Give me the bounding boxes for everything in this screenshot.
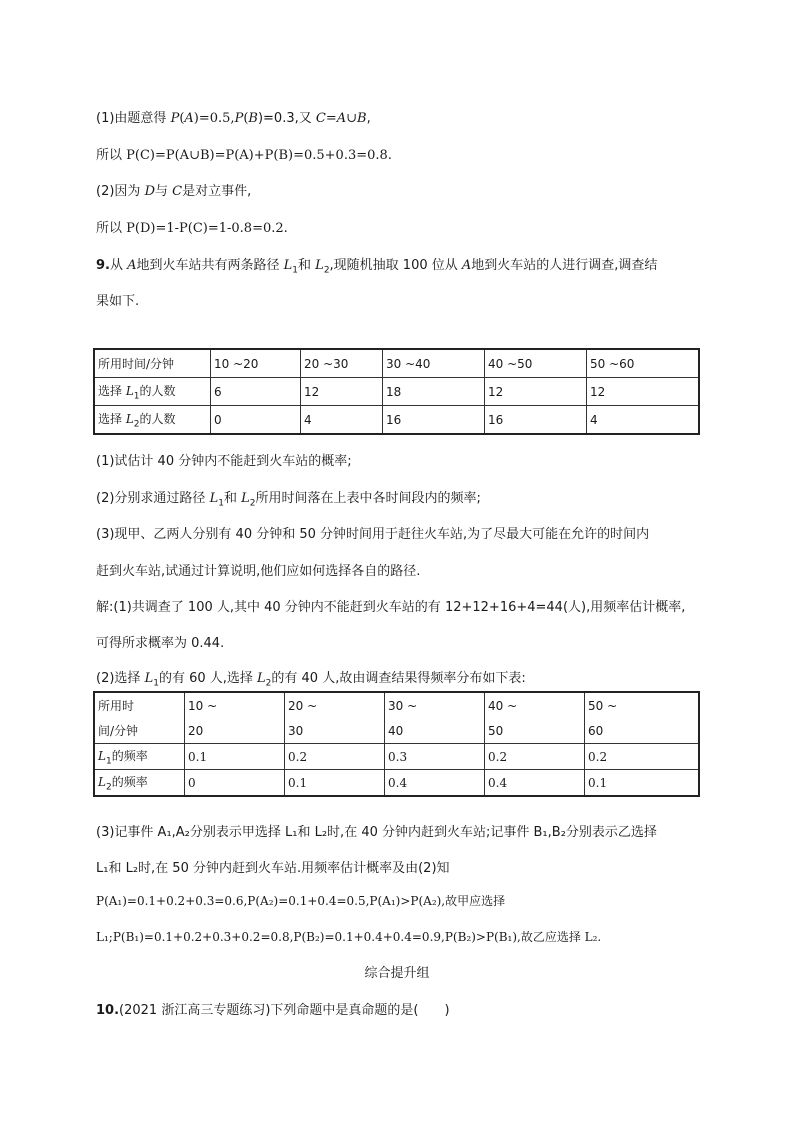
table-cell: 4 <box>587 406 700 435</box>
table-cell: 0.2 <box>485 744 585 770</box>
table-cell: 0 <box>185 770 285 797</box>
question-9-line-1: 9.从 A地到火车站共有两条路径 $L_1$和 $L_2$,现随机抽取 100 位从 A地到火车站的人进行调查,调查结 <box>96 258 658 276</box>
table-cell: 12 <box>301 378 383 406</box>
table-cell: 20 ~30 <box>301 349 383 378</box>
answer-3-line-1: (3)记事件 A₁,A₂分别表示甲选择 L₁和 L₂时,在 40 分钟内赶到火车站;记事件 B₁,B₂分别表示乙选择 <box>96 825 657 840</box>
table-cell: 4 <box>301 406 383 435</box>
table-cell: 50 ~ <box>585 692 700 718</box>
table-row <box>94 406 699 435</box>
table-cell: $L_2$的频率 <box>94 770 185 797</box>
table-cell: 16 <box>383 406 485 435</box>
table-row <box>94 744 699 770</box>
table-cell: 0.2 <box>585 744 700 770</box>
table-cell: 50 ~60 <box>587 349 700 378</box>
table-cell: 0 <box>211 406 301 435</box>
table-cell: 30 ~40 <box>383 349 485 378</box>
question-9-line-2: 果如下. <box>96 294 140 309</box>
table-cell: 0.4 <box>485 770 585 797</box>
solution-line-4: 所以 P(D)=1-P(C)=1-0.8=0.2. <box>96 221 288 236</box>
table-cell: 6 <box>211 378 301 406</box>
table-cell: 选择 $L_2$的人数 <box>94 406 211 435</box>
table-cell: $L_1$的频率 <box>94 744 185 770</box>
sub-question-2: (2)分别求通过路径 $L_1$和 $L_2$所用时间落在上表中各时间段内的频率; <box>96 491 481 509</box>
table-cell: 20 ~ <box>285 692 385 718</box>
table-cell: 60 <box>585 718 700 744</box>
table-cell: 30 <box>285 718 385 744</box>
table-cell: 0.1 <box>585 770 700 797</box>
answer-3-line-3: P(A₁)=0.1+0.2+0.3=0.6,P(A₂)=0.1+0.4=0.5,P(A₁)>P(A₂),故甲应选择 <box>96 894 506 908</box>
table-cell: 0.3 <box>385 744 485 770</box>
table-row <box>94 718 699 744</box>
table-cell: 间/分钟 <box>94 718 185 744</box>
frequency-table <box>93 691 700 797</box>
answer-1-line-1: 解:(1)共调查了 100 人,其中 40 分钟内不能赶到火车站的有 12+12+16+4=44(人),用频率估计概率, <box>96 600 686 615</box>
table-cell: 12 <box>485 378 587 406</box>
answer-1-line-2: 可得所求概率为 0.44. <box>96 636 225 651</box>
table-cell: 40 ~ <box>485 692 585 718</box>
sub-question-3-line-1: (3)现甲、乙两人分别有 40 分钟和 50 分钟时间用于赶往火车站,为了尽最大可能在允许的时间内 <box>96 527 650 542</box>
table-cell: 10 ~ <box>185 692 285 718</box>
table-cell: 选择 $L_1$的人数 <box>94 378 211 406</box>
answer-3-line-2: L₁和 L₂时,在 50 分钟内赶到火车站.用频率估计概率及由(2)知 <box>96 861 450 876</box>
table-row <box>94 349 699 378</box>
table-row <box>94 378 699 406</box>
table-cell: 所用时 <box>94 692 185 718</box>
table-cell: 18 <box>383 378 485 406</box>
table-cell: 20 <box>185 718 285 744</box>
sub-question-1: (1)试估计 40 分钟内不能赶到火车站的概率; <box>96 454 352 469</box>
table-cell: 0.4 <box>385 770 485 797</box>
survey-table <box>93 348 700 435</box>
table-cell: 16 <box>485 406 587 435</box>
table-cell: 30 ~ <box>385 692 485 718</box>
table-cell: 40 ~50 <box>485 349 587 378</box>
table-cell: 所用时间/分钟 <box>94 349 211 378</box>
sub-question-3-line-2: 赶到火车站,试通过计算说明,他们应如何选择各自的路径. <box>96 564 421 579</box>
table-cell: 40 <box>385 718 485 744</box>
table-row <box>94 770 699 797</box>
table-cell: 0.1 <box>185 744 285 770</box>
table-cell: 50 <box>485 718 585 744</box>
table-row <box>94 692 699 718</box>
question-10: 10.(2021 浙江高三专题练习)下列命题中是真命题的是( ) <box>96 1003 450 1018</box>
section-heading: 综合提升组 <box>364 966 430 981</box>
table-cell: 0.1 <box>285 770 385 797</box>
solution-line-3: (2)因为 D与 C是对立事件, <box>96 184 252 199</box>
solution-line-2: 所以 P(C)=P(A∪B)=P(A)+P(B)=0.5+0.3=0.8. <box>96 148 392 163</box>
table-cell: 10 ~20 <box>211 349 301 378</box>
solution-line-1: (1)由题意得 P(A)=0.5,P(B)=0.3,又 C=A∪B, <box>96 111 371 126</box>
answer-3-line-4: L₁;P(B₁)=0.1+0.2+0.3+0.2=0.8,P(B₂)=0.1+0.4+0.4=0.9,P(B₂)>P(B₁),故乙应选择 L₂. <box>96 930 602 944</box>
answer-2-line: (2)选择 $L_1$的有 60 人,选择 $L_2$的有 40 人,故由调查结果得频率分布如下表: <box>96 671 526 689</box>
table-cell: 12 <box>587 378 700 406</box>
table-cell: 0.2 <box>285 744 385 770</box>
